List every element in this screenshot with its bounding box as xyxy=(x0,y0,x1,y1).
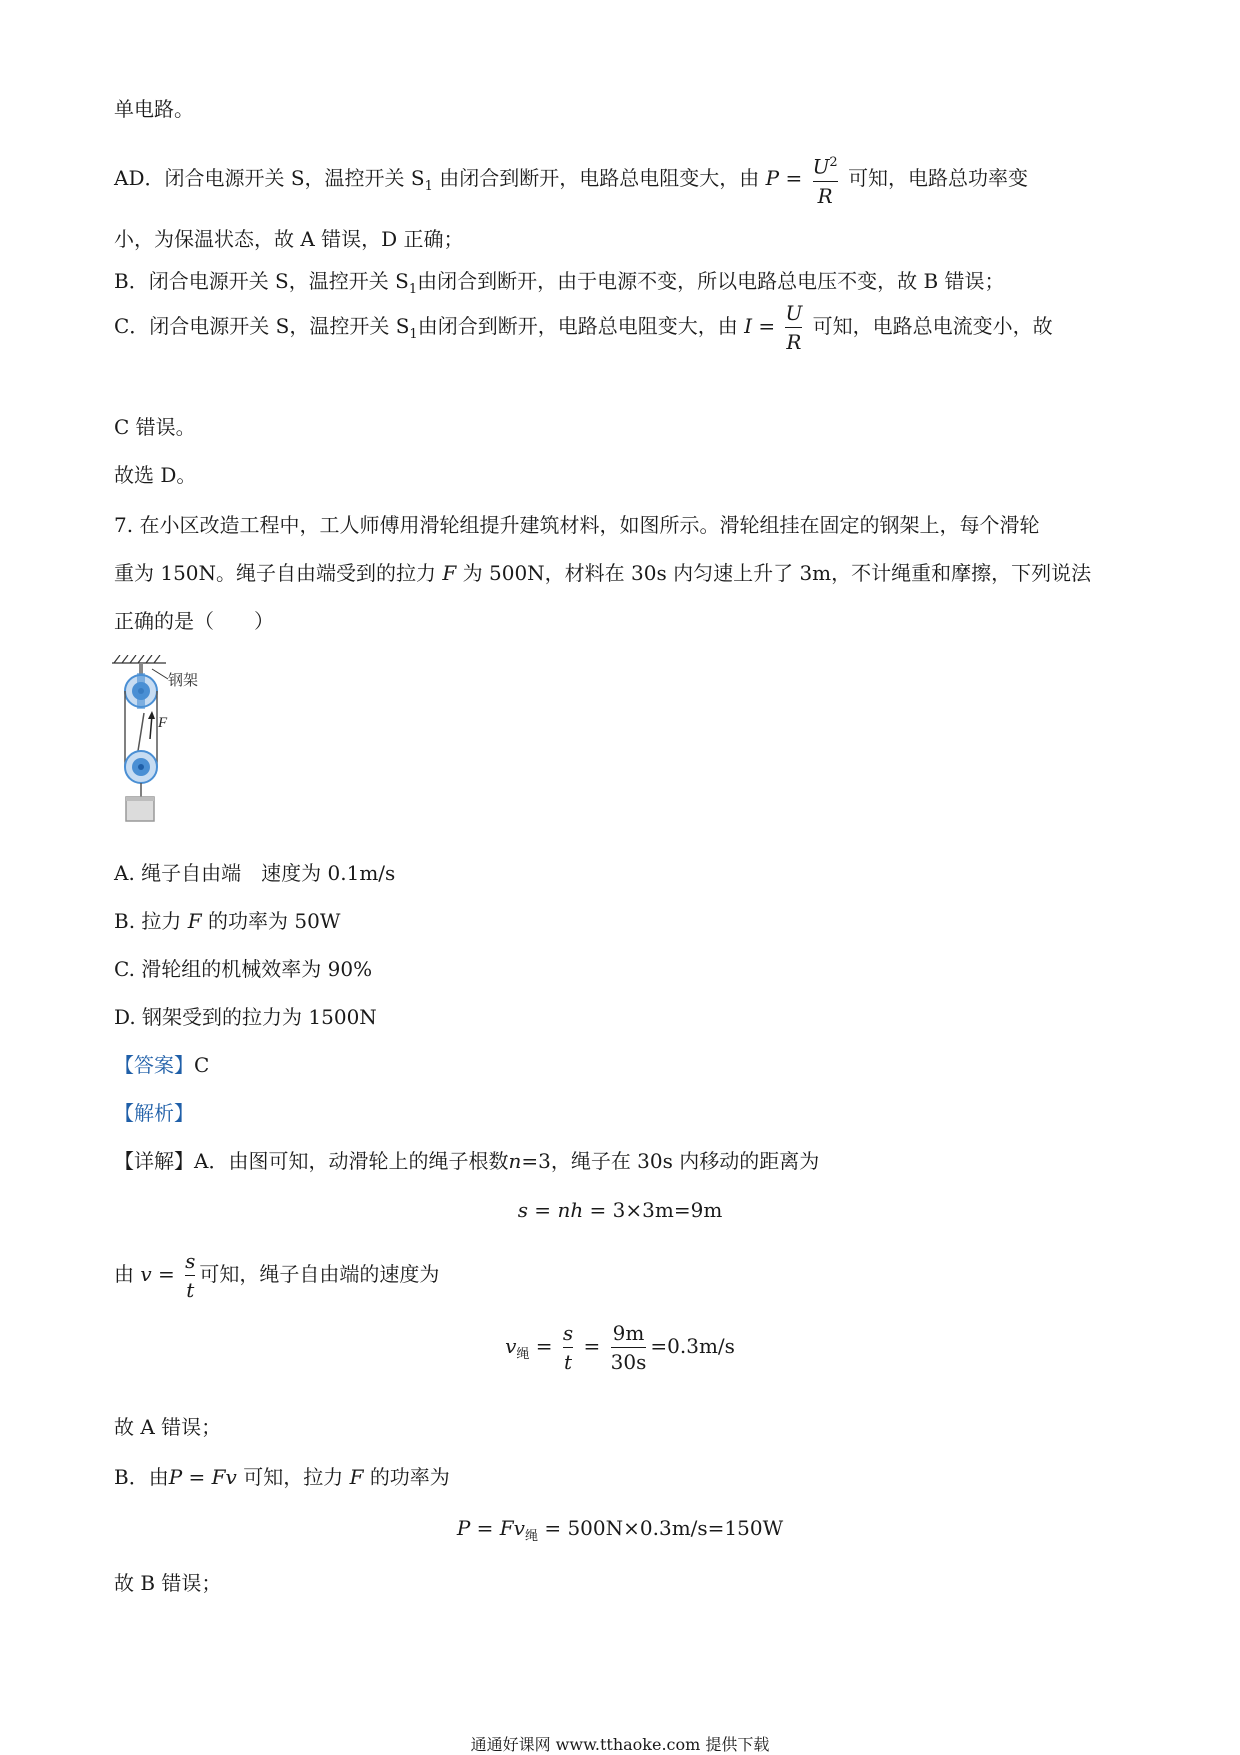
text-span: 由闭合到断开，由于电源不变，所以电路总电压不变，故 B 错误； xyxy=(417,269,1005,293)
text-span: 由闭合到断开，电路总电阻变大，由 xyxy=(417,314,738,338)
math-var: F xyxy=(187,909,202,933)
steel-frame-pointer xyxy=(152,669,168,679)
velocity-line xyxy=(114,1248,439,1303)
math-var: s xyxy=(517,1198,528,1222)
math-var: v xyxy=(140,1262,152,1286)
frac-num: U xyxy=(785,301,803,325)
subscript: 1 xyxy=(408,282,418,297)
text-span: 可知，绳子自由端的速度为 xyxy=(199,1262,440,1286)
option-b xyxy=(114,906,340,936)
text-line: 故选 D。 xyxy=(114,463,197,487)
answer-value: C xyxy=(194,1053,210,1077)
equation-velocity xyxy=(0,1320,1240,1375)
text-line: 小，为保温状态，故 A 错误，D 正确； xyxy=(114,227,464,251)
math-var: Fv xyxy=(499,1516,525,1540)
superscript: 2 xyxy=(829,155,838,170)
text-span: 的功率为 50W xyxy=(208,909,341,933)
text-span: 由闭合到断开，电路总电阻变大，由 xyxy=(439,165,760,190)
text-span: C．闭合电源开关 S，温控开关 S xyxy=(114,314,410,338)
option-ad-line xyxy=(114,150,1028,209)
fixed-pulley xyxy=(125,673,157,709)
option-d: D. 钢架受到的拉力为 1500N xyxy=(114,1005,377,1029)
text-line: C 错误。 xyxy=(114,415,196,439)
math-var: P xyxy=(168,1465,183,1489)
text-span: 重为 150N。绳子自由端受到的拉力 xyxy=(114,561,437,585)
math-var: P xyxy=(765,165,780,190)
text-span: A．由图可知，动滑轮上的绳子根数 xyxy=(194,1149,509,1173)
frac-den: t xyxy=(564,1350,573,1374)
math-var: F xyxy=(349,1465,364,1489)
text-span: 为 500N，材料在 30s 内匀速上升了 3m，不计绳重和摩擦，下列说法 xyxy=(462,561,1092,585)
text-line: 故 B 错误； xyxy=(114,1571,222,1595)
text-span: AD．闭合电源开关 S，温控开关 S xyxy=(114,165,425,190)
answer-line xyxy=(114,1050,209,1080)
frac-den: R xyxy=(786,330,802,354)
detail-line xyxy=(114,1146,819,1176)
option-c: C. 滑轮组的机械效率为 90% xyxy=(114,957,373,981)
text-span: 的功率为 xyxy=(369,1465,450,1489)
math-op: = xyxy=(758,314,776,338)
fraction xyxy=(185,1248,195,1303)
movable-pulley xyxy=(125,751,157,783)
math-var: v xyxy=(505,1334,517,1358)
frac-num: U xyxy=(812,154,830,179)
equation-power xyxy=(0,1512,1240,1553)
answer-tag: 【答案】 xyxy=(114,1053,194,1077)
subscript: 1 xyxy=(424,178,433,194)
option-c-line xyxy=(114,300,1053,355)
math-var: F xyxy=(442,561,457,585)
fraction xyxy=(785,300,802,355)
math-expr: = 500N×0.3m/s=150W xyxy=(537,1516,784,1540)
subscript: 绳 xyxy=(516,1347,530,1362)
option-a: A. 绳子自由端 速度为 0.1m/s xyxy=(114,861,396,885)
math-op: = xyxy=(785,165,803,190)
frac-den: R xyxy=(817,183,833,208)
question-stem xyxy=(114,558,1091,588)
analysis-label: 【解析】 xyxy=(114,1101,194,1125)
subscript: 1 xyxy=(409,327,418,342)
math-expr: = 3×3m=9m xyxy=(583,1198,723,1222)
question-stem: 7. 在小区改造工程中，工人师傅用滑轮组提升建筑材料，如图所示。滑轮组挂在固定的钢架上，每个滑轮 xyxy=(114,513,1040,537)
frac-num: 9m xyxy=(612,1321,645,1345)
math-op: = xyxy=(577,1334,607,1358)
text-span: 由 xyxy=(114,1262,134,1286)
math-var: nh xyxy=(557,1198,584,1222)
math-op: = xyxy=(151,1262,182,1286)
pulley-diagram xyxy=(110,655,230,835)
detail-tag: 【详解】 xyxy=(114,1149,194,1173)
math-var: Fv xyxy=(211,1465,237,1489)
analysis-tag xyxy=(114,1098,194,1128)
text-span: =3，绳子在 30s 内移动的距离为 xyxy=(521,1149,820,1173)
frac-den: 30s xyxy=(610,1350,647,1374)
text-span: B. 拉力 xyxy=(114,909,182,933)
math-op: = xyxy=(182,1465,212,1489)
ceiling-hatch xyxy=(112,655,166,663)
page-footer: 通通好课网 www.tthaoke.com 提供下载 xyxy=(470,1735,770,1754)
fraction xyxy=(611,1320,647,1375)
text-span: B．闭合电源开关 S，温控开关 S xyxy=(114,269,409,293)
fraction xyxy=(563,1320,573,1375)
subscript: 绳 xyxy=(524,1529,538,1544)
frac-num: s xyxy=(562,1321,574,1345)
question-stem: 正确的是（ ） xyxy=(114,609,274,633)
text-span: 可知，电路总电流变小，故 xyxy=(812,314,1053,338)
steel-frame-label: 钢架 xyxy=(168,673,199,689)
frac-den: t xyxy=(186,1278,195,1302)
power-line xyxy=(114,1462,450,1492)
math-op: = xyxy=(527,1198,558,1222)
force-label: F xyxy=(158,715,168,731)
text-line: 故 A 错误； xyxy=(114,1415,222,1439)
math-expr: =0.3m/s xyxy=(650,1334,735,1358)
frac-num: s xyxy=(185,1249,196,1273)
math-op: = xyxy=(470,1516,500,1540)
text-span: B．由 xyxy=(114,1465,169,1489)
math-var: P xyxy=(456,1516,471,1540)
text-span: 可知，拉力 xyxy=(243,1465,344,1489)
math-var: n xyxy=(508,1149,522,1173)
fraction xyxy=(813,150,838,209)
math-op: = xyxy=(529,1334,559,1358)
text-line: 单电路。 xyxy=(114,97,194,121)
math-var: I xyxy=(744,314,752,338)
text-span: 可知，电路总功率变 xyxy=(848,165,1029,190)
equation-distance xyxy=(0,1194,1240,1226)
